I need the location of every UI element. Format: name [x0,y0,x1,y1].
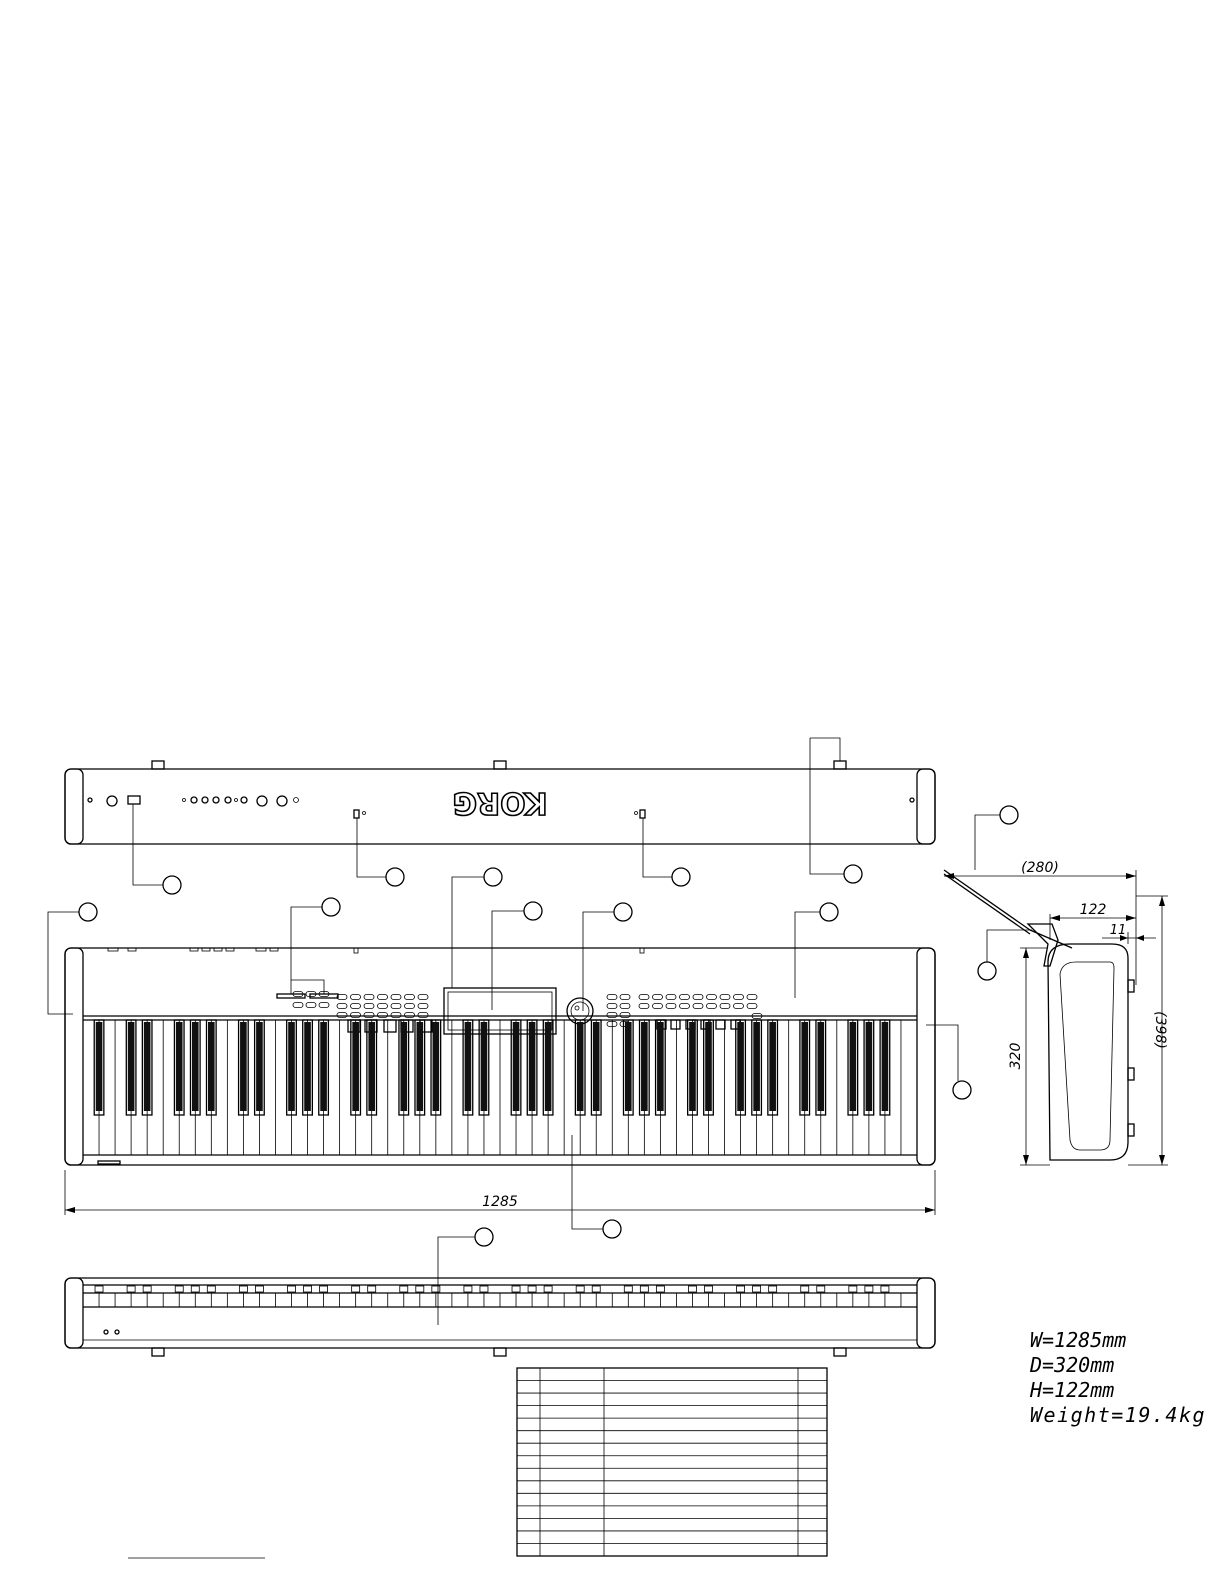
spec-height: H=122mm [1030,1378,1115,1402]
top-width-label: 122 [1079,902,1107,918]
power-switch [128,796,140,804]
parts-table [517,1368,827,1556]
korg-logo: KORG [452,785,548,820]
keyboard [94,1020,901,1155]
volume-slider [277,994,305,998]
eq-slider [310,994,338,998]
front-foot [152,1348,164,1356]
front-key-edges [95,1286,901,1307]
rear-clip-left [354,810,359,818]
rear-left-endcap [65,769,83,844]
jack-row [183,796,299,806]
rear-foot [834,761,846,769]
front-foot [834,1348,846,1356]
sequencer-transport [657,1020,740,1029]
spec-block [1029,1328,1206,1427]
rear-clip-right [640,810,645,818]
front-view [65,1278,935,1356]
spec-weight: Weight=19.4kg [1030,1403,1207,1427]
front-foot [494,1348,506,1356]
front-right-endcap [917,1278,935,1348]
spec-width: W=1285mm [1030,1328,1127,1352]
music-stand-bracket [1028,924,1058,966]
top-view [65,948,935,1165]
stand-depth-label: (280) [1021,860,1059,876]
rear-screw [910,798,914,802]
pedal-jack [98,1161,120,1164]
depth-label: 320 [1008,1042,1024,1070]
headphone-jack [104,1330,108,1334]
top-edge-markers [108,948,644,953]
headphone-jack [115,1330,119,1334]
rear-view [65,761,935,844]
top-right-endcap [917,948,935,1165]
front-left-endcap [65,1278,83,1348]
rear-foot [494,761,506,769]
rear-right-endcap [917,769,935,844]
dimension-lines [65,860,1168,1215]
power-inlet [107,796,117,806]
spec-depth: D=320mm [1030,1353,1115,1377]
total-height-label: (398) [1152,1011,1168,1049]
offset-label: 11 [1109,923,1127,938]
rear-screw [88,798,92,802]
width-dimension-label: 1285 [482,1194,518,1210]
rear-foot [152,761,164,769]
top-left-endcap [65,948,83,1165]
